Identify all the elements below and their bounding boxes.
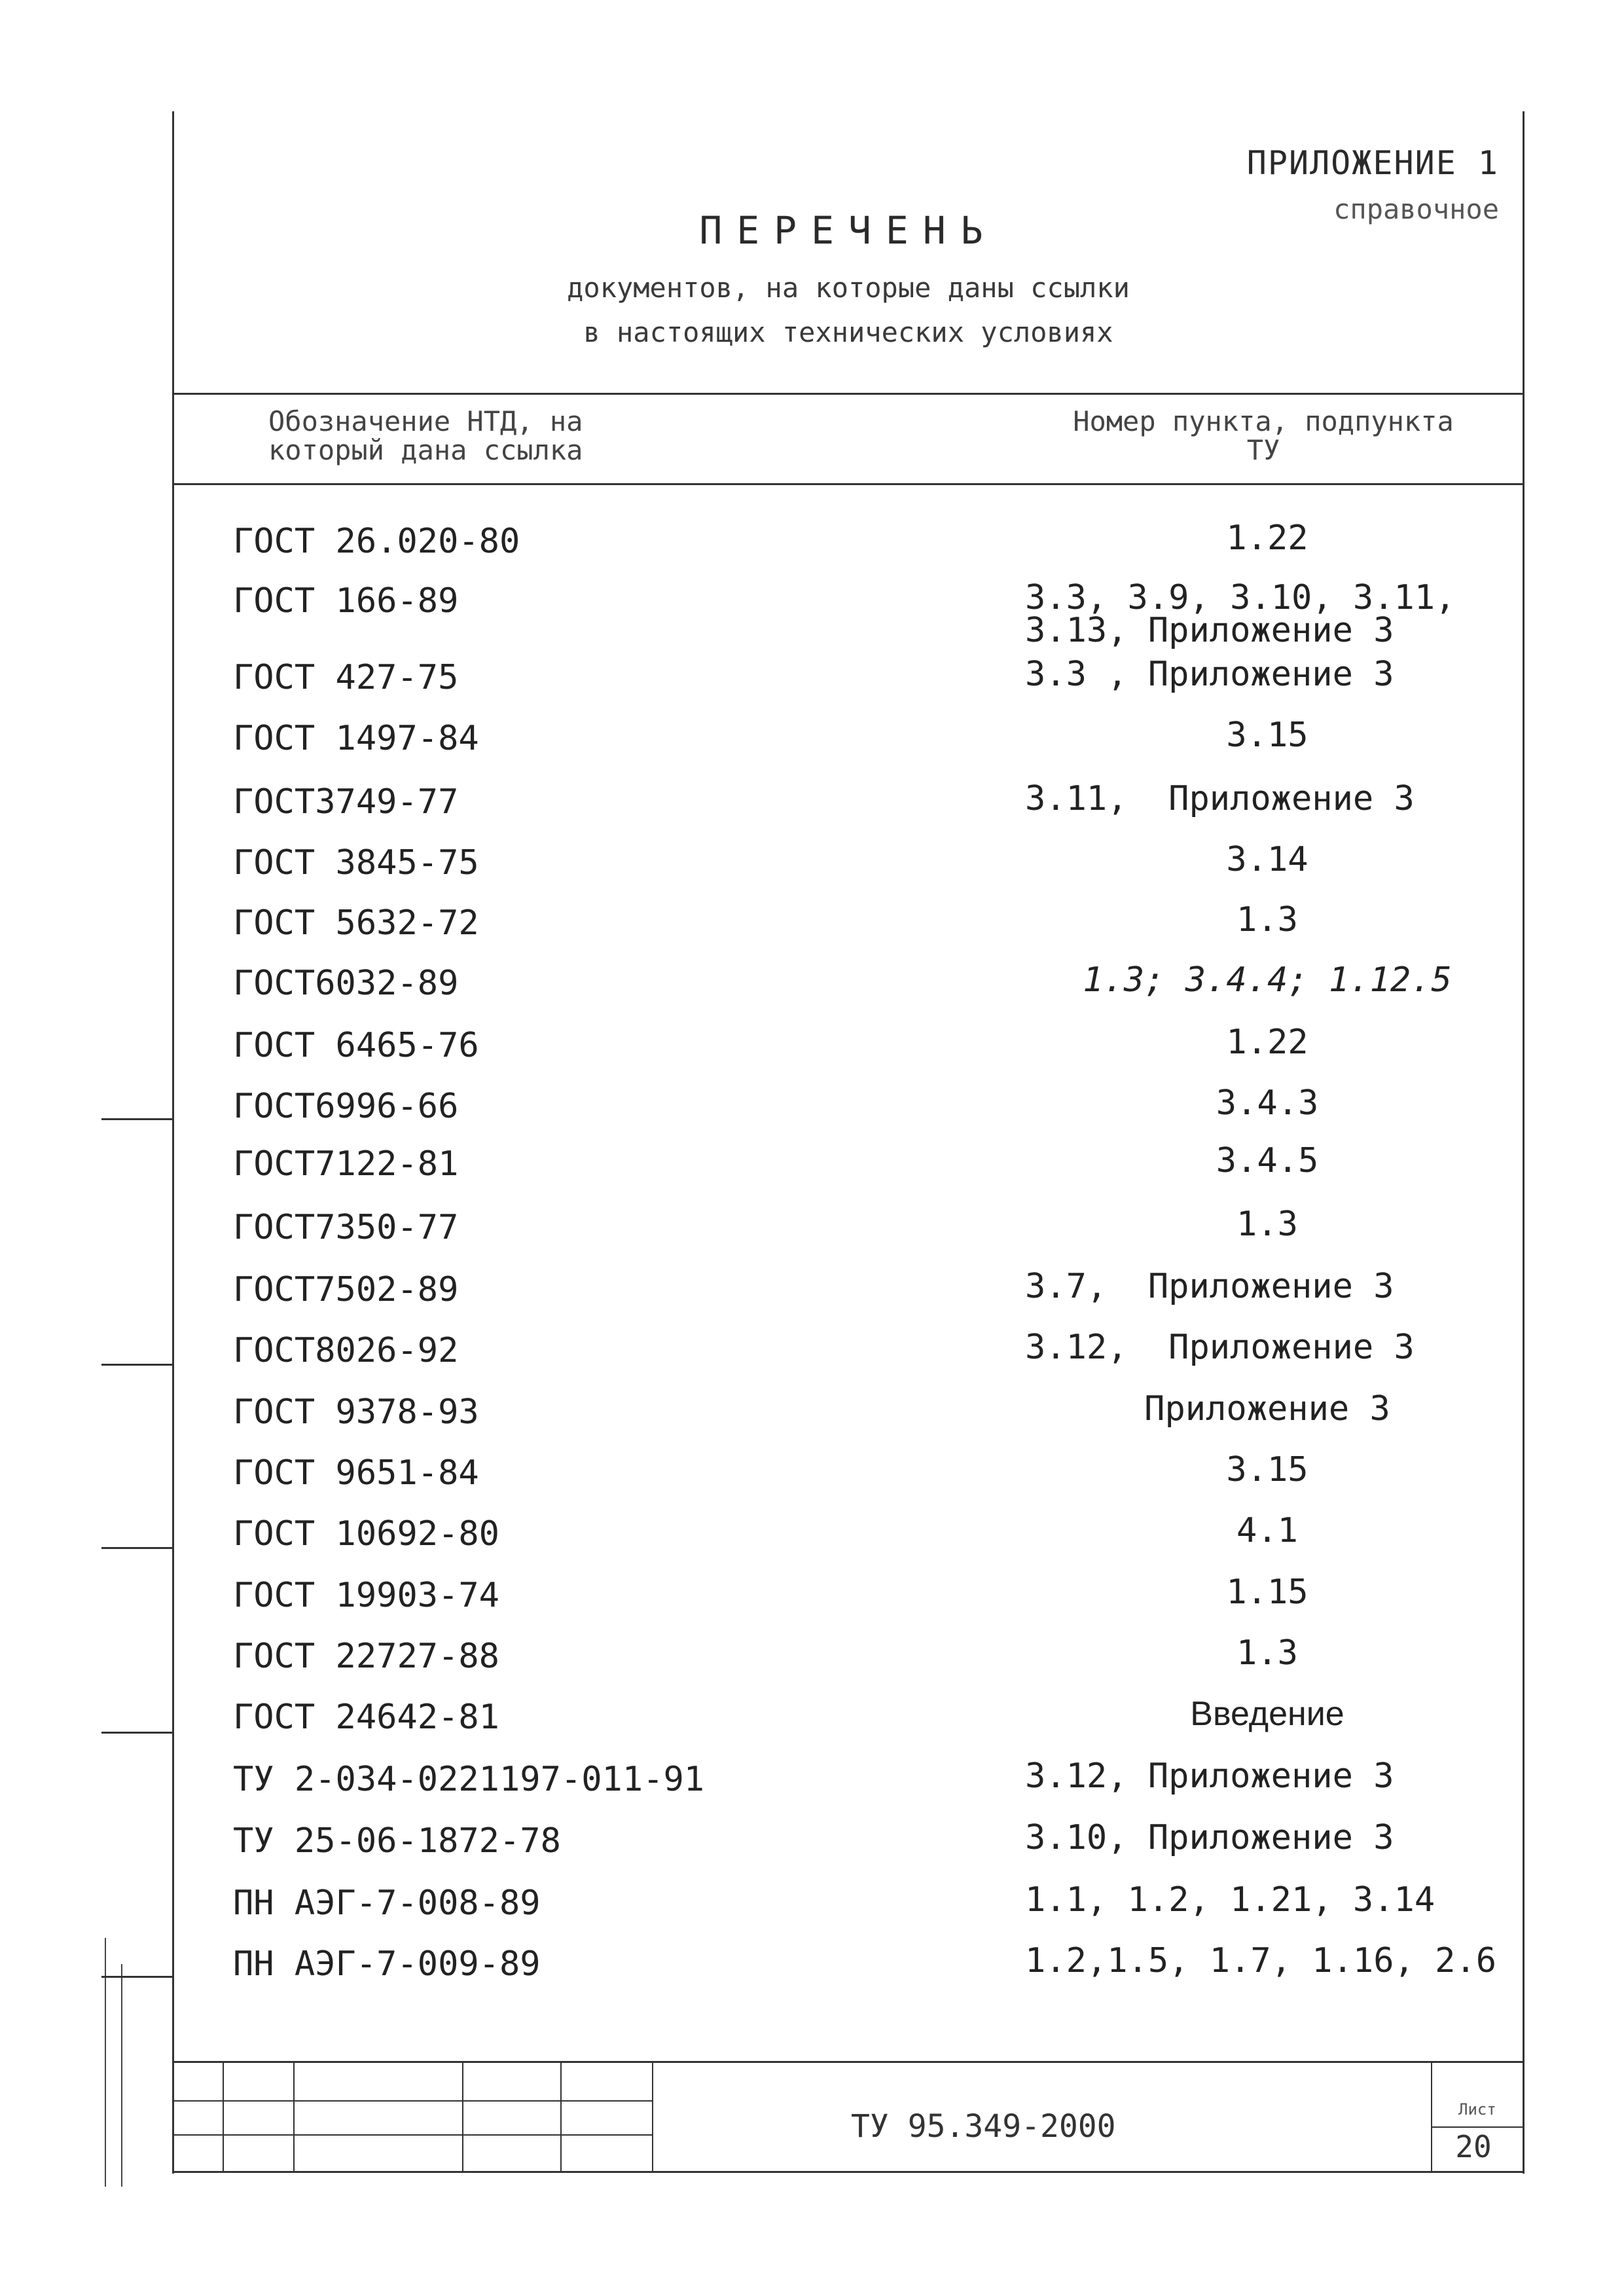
table-row (174, 1633, 1523, 1689)
document-subtitle-line1: документов, на которые даны ссылки (567, 272, 1130, 304)
clause-reference: 4.1 (1236, 1511, 1298, 1550)
document-designation: ПН АЭГ-7-008-89 (233, 1884, 541, 1923)
table-row (174, 1818, 1523, 1874)
clause-reference: Введение (1190, 1695, 1344, 1733)
margin-tick (101, 1732, 172, 1734)
clause-reference: 1.3 (1236, 1205, 1298, 1244)
clause-reference: 1.22 (1226, 1023, 1308, 1062)
clause-reference: 3.4.5 (1216, 1141, 1319, 1180)
table-row (174, 1328, 1523, 1383)
sheet-cell-rule (1431, 2126, 1523, 2128)
margin-tick (101, 1118, 172, 1120)
clause-reference: 1.15 (1226, 1573, 1308, 1612)
title-block (174, 2061, 1523, 2174)
document-designation: ГОСТ 166-89 (233, 581, 459, 621)
appendix-label: ПРИЛОЖЕНИЕ 1 (1246, 144, 1499, 182)
clause-reference: 3.15 (1226, 716, 1308, 755)
document-designation: ГОСТ 22727-88 (233, 1637, 499, 1676)
table-row (174, 1573, 1523, 1628)
document-title: ПЕРЕЧЕНЬ (699, 208, 998, 253)
table-row (174, 1450, 1523, 1506)
table-row (174, 1141, 1523, 1197)
title-block-column-rule (223, 2061, 224, 2172)
table-row (174, 960, 1523, 1016)
column-header-designation-line1: Обозначение НТД, на (268, 405, 583, 437)
table-row (174, 519, 1523, 574)
document-designation: ГОСТ 5632-72 (233, 903, 479, 943)
table-row (174, 1084, 1523, 1139)
document-designation: ГОСТ 427-75 (233, 658, 459, 697)
document-designation: ГОСТ 9378-93 (233, 1393, 479, 1432)
clause-reference: 3.3, 3.9, 3.10, 3.11, 3.13, Приложение 3 (1025, 578, 1456, 650)
clause-reference: 3.10, Приложение 3 (1025, 1818, 1394, 1857)
document-designation: ГОСТ7122-81 (233, 1144, 459, 1184)
table-row (174, 1267, 1523, 1322)
title-block-column-rule (560, 2061, 562, 2172)
column-header-clause-line1: Номер пункта, подпункта (1073, 405, 1454, 437)
table-row (174, 1880, 1523, 1936)
clause-reference: 1.3 (1236, 900, 1298, 939)
table-row (174, 1757, 1523, 1812)
title-block-bottom-rule (174, 2171, 1523, 2173)
clause-reference: 3.12, Приложение 3 (1025, 1328, 1415, 1367)
table-top-rule (174, 393, 1523, 395)
document-designation: ТУ 2-034-0221197-011-91 (233, 1760, 705, 1799)
table-row (174, 1205, 1523, 1260)
title-block-row-rule (174, 2134, 652, 2136)
outer-margin-line (105, 1938, 106, 2187)
clause-reference: 3.7, Приложение 3 (1025, 1267, 1394, 1306)
clause-reference: 1.3 (1236, 1633, 1298, 1673)
table-row (174, 655, 1523, 710)
clause-reference: Приложение 3 (1144, 1389, 1390, 1429)
column-header-designation-line2: который дана ссылка (268, 434, 583, 466)
title-block-row-rule (174, 2100, 652, 2102)
table-row (174, 1023, 1523, 1078)
table-row (174, 1389, 1523, 1445)
document-designation: ГОСТ 10692-80 (233, 1514, 499, 1554)
clause-reference: 3.15 (1226, 1450, 1308, 1489)
table-row (174, 716, 1523, 771)
title-block-column-rule (293, 2061, 295, 2172)
table-row (174, 779, 1523, 835)
document-designation: ГОСТ 9651-84 (233, 1453, 479, 1493)
table-row (174, 840, 1523, 896)
column-header-clause (1021, 407, 1506, 465)
document-designation: ГОСТ3749-77 (233, 782, 459, 822)
clause-reference: 3.12, Приложение 3 (1025, 1757, 1394, 1796)
document-designation: ГОСТ6996-66 (233, 1087, 459, 1126)
clause-reference: 3.4.3 (1216, 1084, 1319, 1123)
title-block-column-rule (462, 2061, 463, 2172)
title-block-top-rule (174, 2061, 1523, 2063)
document-designation: ГОСТ 24642-81 (233, 1698, 499, 1737)
outer-margin-line-inner (121, 1964, 122, 2187)
appendix-type: справочное (1333, 193, 1499, 225)
table-header-rule (174, 483, 1523, 485)
document-designation: ГОСТ 26.020-80 (233, 522, 520, 561)
clause-reference: 1.1, 1.2, 1.21, 3.14 (1025, 1880, 1435, 1920)
table-row (174, 578, 1523, 650)
clause-reference: 1.2,1.5, 1.7, 1.16, 2.6 (1025, 1941, 1497, 1980)
document-code: ТУ 95.349-2000 (851, 2108, 1116, 2145)
column-header-clause-line2: ТУ (1246, 434, 1280, 466)
document-designation: ГОСТ8026-92 (233, 1331, 459, 1370)
clause-reference: 3.11, Приложение 3 (1025, 779, 1415, 818)
document-designation: ГОСТ7502-89 (233, 1270, 459, 1309)
clause-reference: 3.14 (1226, 840, 1308, 879)
document-designation: ТУ 25-06-1872-78 (233, 1821, 561, 1861)
document-designation: ГОСТ 3845-75 (233, 843, 479, 883)
clause-reference: 1.3; 3.4.4; 1.12.5 (1083, 960, 1452, 1000)
document-designation: ГОСТ6032-89 (233, 964, 459, 1003)
document-designation: ГОСТ7350-77 (233, 1208, 459, 1247)
clause-reference: 3.3 , Приложение 3 (1025, 655, 1394, 694)
table-row (174, 900, 1523, 956)
title-block-column-rule (652, 2061, 653, 2172)
margin-tick (101, 1547, 172, 1549)
table-row (174, 1941, 1523, 1997)
table-row (174, 1695, 1523, 1750)
margin-tick (101, 1364, 172, 1366)
sheet-number: 20 (1455, 2129, 1492, 2164)
document-designation: ПН АЭГ-7-009-89 (233, 1944, 541, 1984)
margin-tick (101, 1976, 172, 1978)
title-block-column-rule (1431, 2061, 1432, 2172)
sheet-label: Лист (1458, 2100, 1496, 2119)
document-subtitle-line2: в настоящих технических условиях (583, 316, 1113, 348)
clause-reference: 1.22 (1226, 519, 1308, 558)
frame-right-border (1523, 111, 1525, 2174)
table-row (174, 1511, 1523, 1567)
document-designation: ГОСТ 6465-76 (233, 1026, 479, 1065)
document-designation: ГОСТ 19903-74 (233, 1576, 499, 1615)
column-header-designation (268, 407, 727, 465)
document-designation: ГОСТ 1497-84 (233, 719, 479, 758)
